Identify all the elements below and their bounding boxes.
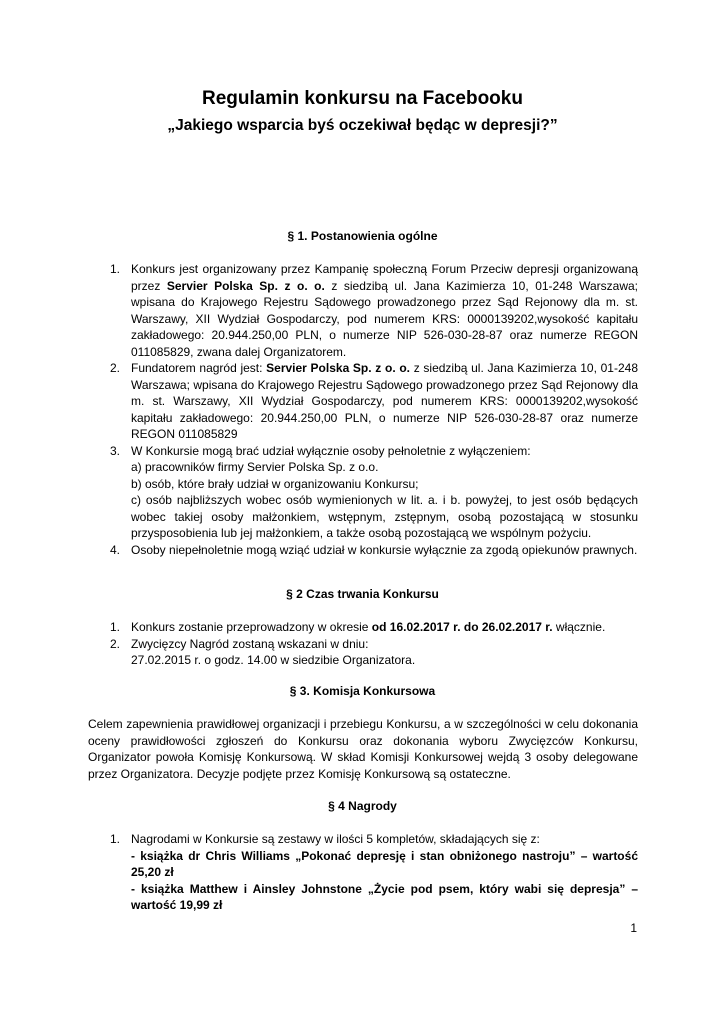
list-item: 4. Osoby niepełnoletnie mogą wziąć udział w konkursie wyłącznie za zgodą opiekunów prawnych. bbox=[110, 542, 638, 557]
item-number: 2. bbox=[110, 636, 121, 651]
document-title: Regulamin konkursu na Facebooku bbox=[202, 88, 523, 109]
item-number: 2. bbox=[110, 361, 121, 375]
list-item: 2. Zwycięzcy Nagród zostaną wskazani w dniu: 27.02.2015 r. o godz. 14.00 w siedzibie Organizatora. bbox=[110, 636, 416, 667]
section-1-heading: § 1. Postanowienia ogólne bbox=[287, 229, 438, 243]
section-4-list bbox=[88, 831, 638, 914]
item-number: 1. bbox=[110, 832, 121, 846]
list-item: 2. Fundatorem nagród jest: Servier Polska Sp. z o. o. z siedzibą ul. Jana Kazimierza 10, 01-248 Warszawa; wpisana do Krajowego Rejestru Sądowego prowadzonego przez Sąd Rejonowy dla m. st. Warszawy, XII Wydział Gospodarczy, pod numerem KRS: 0000139202,wysokość kapitału zakładowego: 20.944.250,00 PLN, o numerze NIP 526-030-28-87 oraz numerze REGON 011085829 bbox=[110, 361, 638, 441]
item-number: 1. bbox=[110, 620, 121, 634]
list-item: 1. Nagrodami w Konkursie są zestawy w ilości 5 kompletów, składających się z: - książka dr Chris Williams „Pokonać depresję i stan obniżonego nastroju” – wartość 25,20 zł - książka Matthew i Ainsley Johnstone „Życie pod psem, który wabi się depresja” – wartość 19,99 zł bbox=[110, 832, 638, 912]
document-subtitle: „Jakiego wsparcia byś oczekiwał będąc w depresji?” bbox=[167, 117, 558, 134]
section-3-paragraph: Celem zapewnienia prawidłowej organizacji i przebiegu Konkursu, a w szczególności w celu dokonania oceny prawidłowości zgłoszeń do Konkursu oraz dokonania wyboru Zwycięzców Konkursu, Organizator powoła Komisję Konkursową. W skład Komisji Konkursowej wejdą 3 osoby delegowane przez Organizatora. Decyzje podjęte przez Komisję Konkursową są ostateczne. bbox=[88, 717, 638, 781]
prize-item: - książka Matthew i Ainsley Johnstone „Życie pod psem, który wabi się depresja” – wartość 19,99 zł bbox=[131, 881, 638, 912]
section-1-list bbox=[88, 261, 638, 558]
section-2-heading: § 2 Czas trwania Konkursu bbox=[286, 587, 439, 601]
list-item: 1. Konkurs zostanie przeprowadzony w okresie od 16.02.2017 r. do 26.02.2017 r. włącznie. bbox=[110, 620, 606, 634]
section-3-heading: § 3. Komisja Konkursowa bbox=[289, 684, 436, 698]
item-number: 1. bbox=[110, 262, 121, 276]
list-item: 3. W Konkursie mogą brać udział wyłącznie osoby pełnoletnie z wyłączeniem: a) pracowników firmy Servier Polska Sp. z o.o. b) osób, które brały udział w organizowaniu Konkursu; c) osób najbliższych wobec osób wymienionych w lit. a. i b. powyżej, to jest osób będących wobec takiej osoby małżonkiem, wstępnym, zstępnym, osobą pozostającą w stosunku przysposobienia lub jej małżonkiem, a także osobą pozostającą we wspólnym pożyciu. bbox=[110, 443, 638, 540]
prize-item: - książka dr Chris Williams „Pokonać depresję i stan obniżonego nastroju” – wartość 25,20 zł bbox=[131, 848, 638, 879]
page-number: 1 bbox=[630, 921, 637, 935]
section-2-list bbox=[88, 619, 638, 669]
section-4-heading: § 4 Nagrody bbox=[328, 799, 397, 813]
sub-item: a) pracowników firmy Servier Polska Sp. z o.o. bbox=[131, 460, 379, 474]
sub-item: b) osób, które brały udział w organizowaniu Konkursu; bbox=[131, 476, 419, 491]
list-item: 1. Konkurs jest organizowany przez Kampanię społeczną Forum Przeciw depresji organizowaną przez Servier Polska Sp. z o. o. z siedzibą ul. Jana Kazimierza 10, 01-248 Warszawa; wpisana do Krajowego Rejestru Sądowego prowadzonego przez Sąd Rejonowy dla m. st. Warszawy, XII Wydział Gospodarczy, pod numerem KRS: 0000139202,wysokość kapitału zakładowego: 20.944.250,00 PLN, o numerze NIP 526-030-28-87 oraz numerze REGON 011085829, zwana dalej Organizatorem. bbox=[110, 262, 638, 359]
sub-item: c) osób najbliższych wobec osób wymienionych w lit. a. i b. powyżej, to jest osób będących wobec takiej osoby małżonkiem, wstępnym, zstępnym, osobą pozostającą w stosunku przysposobienia lub jej małżonkiem, a także osobą pozostającą we wspólnym pożyciu. bbox=[131, 493, 638, 540]
item-number: 3. bbox=[110, 443, 121, 458]
item-number: 4. bbox=[110, 542, 121, 557]
